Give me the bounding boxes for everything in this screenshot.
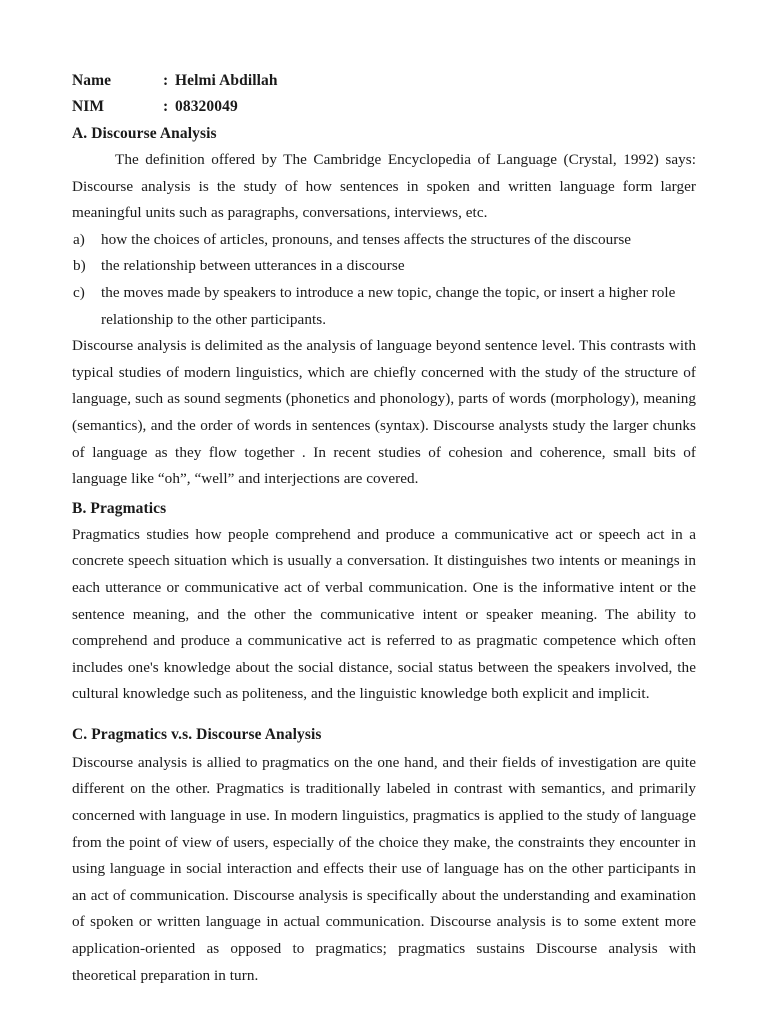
section-a-closing-paragraph: Discourse analysis is delimited as the analysis of language beyond sentence level. This contrasts with typical studies of modern linguistics, which are chiefly concerned with the study of the structure of language, such as sound segments (phonetics and phonology), parts of words (morphology), meaning (semantics), and the order of words in sentences (syntax). Discourse analysts study the larger chunks of language as they flow together . In recent studies of cohesion and coherence, small bits of language like “oh”, “well” and interjections are covered.	[72, 337, 696, 488]
identity-value-nim: 08320049	[175, 98, 238, 115]
identity-row-nim	[72, 94, 696, 120]
identity-separator-nim: :	[163, 98, 169, 115]
section-c-paragraph: Discourse analysis is allied to pragmatics on the one hand, and their fields of investigation are quite different on the other. Pragmatics is traditionally labeled in contrast with semantics, and primarily concerned with language in use. In modern linguistics, pragmatics is applied to the study of language from the point of view of users, especially of the choice they make, the constraints they encounter in using language in social interaction and effects their use of language has on the other participants in an act of communication. Discourse analysis is specifically about the understanding and examination of spoken or written language in actual communication. Discourse analysis is to some extent more application-oriented as opposed to pragmatics; pragmatics sustains Discourse analysis with theoretical preparation in turn.	[72, 753, 696, 984]
section-c-heading: C. Pragmatics v.s. Discourse Analysis	[72, 725, 322, 743]
identity-separator-name: :	[163, 72, 169, 89]
list-item	[72, 227, 696, 254]
document-body	[72, 68, 696, 989]
list-item-marker: c)	[73, 283, 85, 301]
list-item-text: how the choices of articles, pronouns, and tenses affects the structures of the discourse	[101, 230, 632, 248]
section-a-heading: A. Discourse Analysis	[72, 125, 217, 142]
discourse-analysis-list	[72, 227, 696, 333]
section-a-intro-paragraph: The definition offered by The Cambridge Encyclopedia of Language (Crystal, 1992) says: Discourse analysis is the study of how sentences in spoken and written language form larger meaningful units such as paragraphs, conversations, interviews, etc.	[72, 151, 696, 222]
identity-row-name	[72, 68, 696, 94]
identity-value-name: Helmi Abdillah	[175, 72, 278, 89]
list-item	[72, 280, 696, 333]
section-discourse-analysis	[72, 120, 696, 493]
identity-block	[72, 68, 696, 120]
list-item-marker: b)	[73, 257, 86, 275]
list-item-marker: a)	[73, 230, 85, 248]
list-item-text: the relationship between utterances in a discourse	[101, 257, 405, 275]
section-b-paragraph: Pragmatics studies how people comprehend and produce a communicative act or speech act in a concrete speech situation which is usually a conversation. It distinguishes two intents or meanings in each utterance or communicative act of verbal communication. One is the informative intent or the sentence meaning, and the other the communicative intent or speaker meaning. The ability to comprehend and produce a communicative act is referred to as pragmatic competence which often includes one's knowledge about the social distance, social status between the speakers involved, the cultural knowledge such as politeness, and the linguistic knowledge both explicit and implicit.	[72, 525, 696, 703]
list-item	[72, 253, 696, 280]
section-b-heading: B. Pragmatics	[72, 499, 167, 517]
section-pragmatics-vs-discourse-analysis	[72, 721, 696, 989]
identity-label-nim: NIM	[72, 98, 105, 115]
list-item-text: the moves made by speakers to introduce a new topic, change the topic, or insert a higher role relationship to the other participants.	[101, 283, 676, 328]
section-pragmatics	[72, 495, 696, 708]
identity-label-name: Name	[72, 72, 112, 89]
